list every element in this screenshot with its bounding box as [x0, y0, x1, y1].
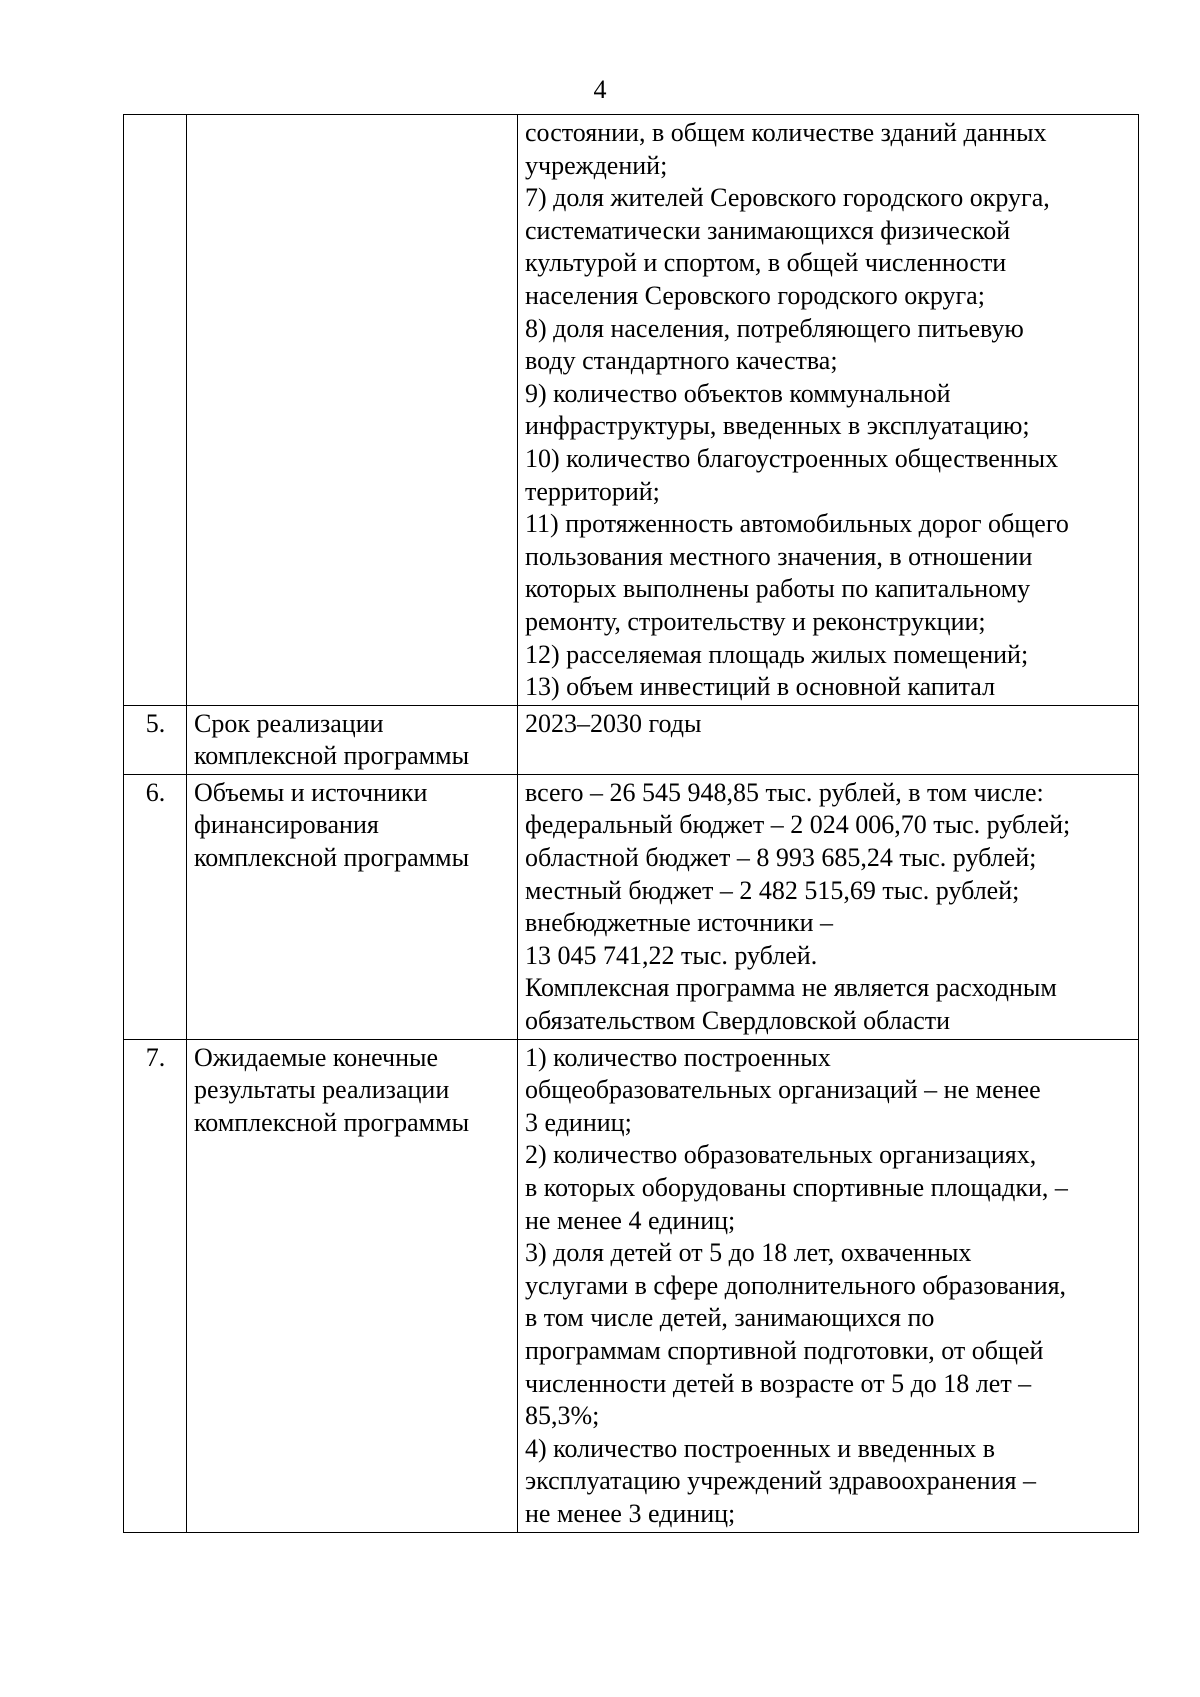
row-title-line: финансирования	[194, 810, 379, 840]
row-content-line: территорий;	[525, 476, 660, 506]
row-content-line: 12) расселяемая площадь жилых помещений;	[525, 639, 1029, 669]
row-content-line: в том числе детей, занимающихся по	[525, 1303, 935, 1333]
row-title-line: комплексной программы	[194, 843, 470, 873]
page-number: 4	[593, 75, 607, 104]
row-content-line: местный бюджет – 2 482 515,69 тыс. рублей;	[525, 875, 1020, 905]
program-passport-table	[123, 114, 1139, 1533]
row-content-line: всего – 26 545 948,85 тыс. рублей, в том числе:	[525, 777, 1044, 807]
row-content-line: внебюджетные источники –	[525, 908, 833, 938]
row-content-line: 3) доля детей от 5 до 18 лет, охваченных	[525, 1238, 972, 1268]
row-title-cell	[187, 774, 518, 1039]
row-content-line: 11) протяженность автомобильных дорог общего	[525, 509, 1069, 539]
row-content-line: 7) доля жителей Серовского городского округа,	[525, 183, 1050, 213]
row-content-line: 9) количество объектов коммунальной	[525, 378, 951, 408]
row-content-line: систематически занимающихся физической	[525, 215, 1011, 245]
table-row	[124, 1039, 1139, 1532]
row-content-line: федеральный бюджет – 2 024 006,70 тыс. рублей;	[525, 810, 1071, 840]
row-content-line: в которых оборудованы спортивные площадки, –	[525, 1173, 1068, 1202]
row-title-line: комплексной программы	[194, 1107, 470, 1137]
row-content-line: которых выполнены работы по капитальному	[525, 574, 1031, 604]
row-content-line: услугами в сфере дополнительного образования,	[525, 1270, 1067, 1300]
table-row	[124, 774, 1139, 1039]
row-content-line: 85,3%;	[525, 1401, 600, 1431]
row-content-line: состоянии, в общем количестве зданий данных	[525, 118, 1047, 147]
row-content-line: 13 045 741,22 тыс. рублей.	[525, 940, 818, 970]
row-content-line: 8) доля населения, потребляющего питьевую	[525, 313, 1024, 343]
row-content-line: общеобразовательных организаций – не менее	[525, 1075, 1041, 1105]
row-title-cell	[187, 705, 518, 774]
row-title-line: комплексной программы	[194, 741, 470, 771]
table-row	[124, 115, 1139, 706]
row-number-cell: 6.	[124, 774, 187, 1039]
row-content-cell	[518, 774, 1139, 1039]
row-title-line: результаты реализации	[194, 1075, 450, 1105]
row-number-cell: 5.	[124, 705, 187, 774]
row-content-line: эксплуатацию учреждений здравоохранения –	[525, 1466, 1036, 1496]
row-content-line: инфраструктуры, введенных в эксплуатацию;	[525, 411, 1030, 441]
row-content-line: населения Серовского городского округа;	[525, 280, 985, 310]
row-content-line: не менее 4 единиц;	[525, 1205, 736, 1235]
row-content-cell	[518, 1039, 1139, 1532]
row-content-line: 2023–2030 годы	[525, 708, 702, 738]
row-content-line: Комплексная программа не является расходным	[525, 973, 1057, 1003]
row-content-line: 1) количество построенных	[525, 1042, 831, 1072]
row-number-cell	[124, 115, 187, 706]
row-content-line: 3 единиц;	[525, 1107, 632, 1137]
row-content-cell	[518, 705, 1139, 774]
row-content-line: обязательством Свердловской области	[525, 1006, 951, 1036]
row-title-line: Объемы и источники	[194, 777, 428, 807]
row-content-line: программам спортивной подготовки, от общей	[525, 1335, 1044, 1365]
row-content-line: 13) объем инвестиций в основной капитал	[525, 672, 996, 702]
row-content-line: культурой и спортом, в общей численности	[525, 248, 1007, 278]
row-number-cell: 7.	[124, 1039, 187, 1532]
row-title-line: Срок реализации	[194, 708, 384, 738]
row-content-line: численности детей в возрасте от 5 до 18 лет –	[525, 1368, 1032, 1398]
row-title-line: Ожидаемые конечные	[194, 1042, 439, 1072]
row-content-line: 10) количество благоустроенных общественных	[525, 443, 1059, 473]
table-body	[124, 115, 1139, 1533]
row-content-cell	[518, 115, 1139, 706]
row-content-line: учреждений;	[525, 150, 668, 180]
row-content-line: 2) количество образовательных организациях,	[525, 1140, 1037, 1170]
row-content-line: пользования местного значения, в отношении	[525, 541, 1033, 571]
row-title-cell	[187, 1039, 518, 1532]
row-content-line: не менее 3 единиц;	[525, 1498, 736, 1528]
row-content-line: областной бюджет – 8 993 685,24 тыс. рублей;	[525, 843, 1037, 873]
row-title-cell	[187, 115, 518, 706]
table-row	[124, 705, 1139, 774]
row-content-line: 4) количество построенных и введенных в	[525, 1433, 996, 1463]
row-content-line: ремонту, строительству и реконструкции;	[525, 606, 986, 636]
row-content-line: воду стандартного качества;	[525, 346, 838, 376]
